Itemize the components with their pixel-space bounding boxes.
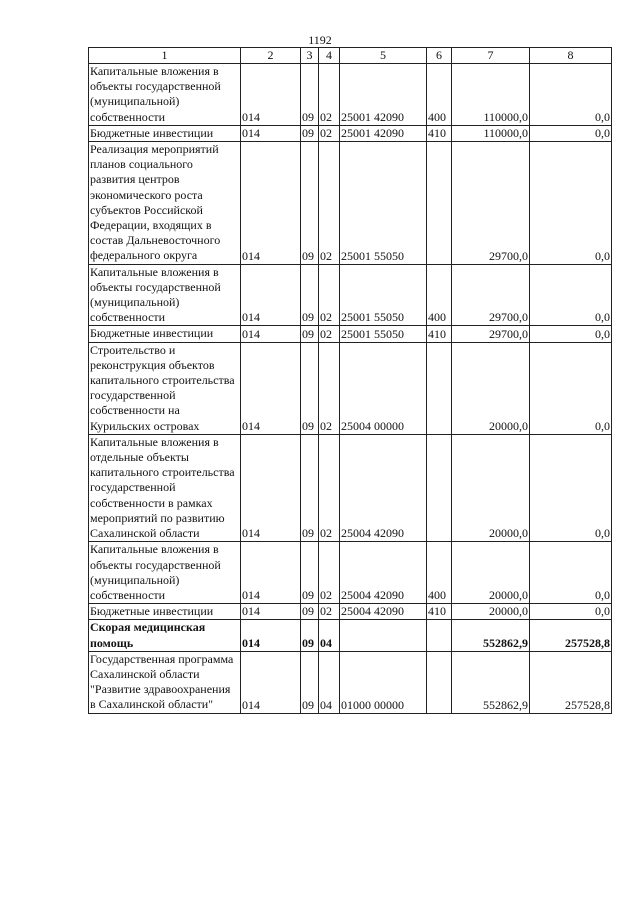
cell-col8: 0,0 (530, 434, 612, 541)
row-name: Государственная программа Сахалинской области "Развитие здравоохранения в Сахалинской области" (89, 651, 241, 713)
column-header: 2 (241, 48, 301, 64)
cell-col4: 02 (319, 342, 340, 434)
cell-col6: 410 (427, 326, 452, 342)
cell-col8: 0,0 (530, 542, 612, 604)
cell-col2: 014 (241, 542, 301, 604)
cell-col3: 09 (301, 604, 319, 620)
cell-col3: 09 (301, 264, 319, 326)
column-header: 3 (301, 48, 319, 64)
cell-col8: 257528,8 (530, 651, 612, 713)
cell-col6: 410 (427, 125, 452, 141)
table-row (89, 326, 612, 342)
table-row (89, 434, 612, 541)
budget-table (88, 47, 612, 714)
cell-col3: 09 (301, 142, 319, 265)
cell-col7: 20000,0 (452, 542, 530, 604)
cell-col4: 02 (319, 434, 340, 541)
header-row (89, 48, 612, 64)
column-header: 6 (427, 48, 452, 64)
table-row (89, 64, 612, 126)
budget-table-body (89, 64, 612, 714)
cell-col6: 400 (427, 542, 452, 604)
cell-col5: 25004 42090 (340, 604, 427, 620)
table-row (89, 620, 612, 651)
column-header: 8 (530, 48, 612, 64)
cell-col7: 20000,0 (452, 434, 530, 541)
row-name: Строительство и реконструкция объектов капитального строительства государственной собственности на Курильских островах (89, 342, 241, 434)
cell-col4: 02 (319, 125, 340, 141)
column-header: 4 (319, 48, 340, 64)
cell-col3: 09 (301, 542, 319, 604)
cell-col6 (427, 142, 452, 265)
row-name: Капитальные вложения в объекты государственной (муниципальной) собственности (89, 264, 241, 326)
cell-col4: 02 (319, 604, 340, 620)
cell-col7: 110000,0 (452, 125, 530, 141)
cell-col3: 09 (301, 342, 319, 434)
cell-col6 (427, 620, 452, 651)
cell-col8: 0,0 (530, 264, 612, 326)
cell-col2: 014 (241, 342, 301, 434)
cell-col3: 09 (301, 620, 319, 651)
cell-col4: 02 (319, 326, 340, 342)
cell-col7: 110000,0 (452, 64, 530, 126)
cell-col5: 25001 55050 (340, 142, 427, 265)
page-number: 1192 (308, 33, 332, 47)
cell-col8: 0,0 (530, 142, 612, 265)
cell-col6 (427, 651, 452, 713)
cell-col4: 04 (319, 651, 340, 713)
cell-col5: 25004 42090 (340, 434, 427, 541)
table-row (89, 342, 612, 434)
cell-col5: 25001 55050 (340, 326, 427, 342)
cell-col4: 02 (319, 142, 340, 265)
cell-col7: 20000,0 (452, 342, 530, 434)
cell-col3: 09 (301, 125, 319, 141)
table-row (89, 125, 612, 141)
cell-col8: 0,0 (530, 604, 612, 620)
cell-col3: 09 (301, 434, 319, 541)
cell-col2: 014 (241, 651, 301, 713)
column-header: 1 (89, 48, 241, 64)
cell-col5: 25004 00000 (340, 342, 427, 434)
table-row (89, 651, 612, 713)
cell-col8: 0,0 (530, 342, 612, 434)
cell-col7: 552862,9 (452, 620, 530, 651)
cell-col2: 014 (241, 604, 301, 620)
cell-col5: 25001 42090 (340, 64, 427, 126)
cell-col2: 014 (241, 125, 301, 141)
cell-col4: 02 (319, 542, 340, 604)
cell-col5: 25001 55050 (340, 264, 427, 326)
cell-col8: 0,0 (530, 125, 612, 141)
cell-col7: 552862,9 (452, 651, 530, 713)
cell-col3: 09 (301, 64, 319, 126)
cell-col7: 29700,0 (452, 142, 530, 265)
cell-col2: 014 (241, 64, 301, 126)
cell-col4: 04 (319, 620, 340, 651)
cell-col7: 29700,0 (452, 264, 530, 326)
row-name: Скорая медицинская помощь (89, 620, 241, 651)
cell-col8: 0,0 (530, 326, 612, 342)
cell-col8: 0,0 (530, 64, 612, 126)
cell-col2: 014 (241, 434, 301, 541)
column-header: 5 (340, 48, 427, 64)
cell-col6: 410 (427, 604, 452, 620)
column-header: 7 (452, 48, 530, 64)
row-name: Реализация мероприятий планов социального развития центров экономического роста субъектов Российской Федерации, входящих в состав Дальневосточного федерального округа (89, 142, 241, 265)
cell-col4: 02 (319, 64, 340, 126)
cell-col2: 014 (241, 326, 301, 342)
cell-col6 (427, 342, 452, 434)
cell-col6: 400 (427, 64, 452, 126)
cell-col4: 02 (319, 264, 340, 326)
cell-col7: 20000,0 (452, 604, 530, 620)
cell-col5: 25004 42090 (340, 542, 427, 604)
cell-col5 (340, 620, 427, 651)
cell-col3: 09 (301, 326, 319, 342)
row-name: Бюджетные инвестиции (89, 604, 241, 620)
cell-col5: 25001 42090 (340, 125, 427, 141)
row-name: Капитальные вложения в объекты государственной (муниципальной) собственности (89, 64, 241, 126)
table-row (89, 604, 612, 620)
cell-col2: 014 (241, 620, 301, 651)
row-name: Бюджетные инвестиции (89, 125, 241, 141)
cell-col5: 01000 00000 (340, 651, 427, 713)
cell-col2: 014 (241, 264, 301, 326)
cell-col6 (427, 434, 452, 541)
table-row (89, 264, 612, 326)
table-row (89, 542, 612, 604)
cell-col2: 014 (241, 142, 301, 265)
cell-col3: 09 (301, 651, 319, 713)
row-name: Капитальные вложения в отдельные объекты капитального строительства государственной собственности в рамках мероприятий по развитию Сахалинской области (89, 434, 241, 541)
row-name: Капитальные вложения в объекты государственной (муниципальной) собственности (89, 542, 241, 604)
table-row (89, 142, 612, 265)
cell-col6: 400 (427, 264, 452, 326)
cell-col7: 29700,0 (452, 326, 530, 342)
row-name: Бюджетные инвестиции (89, 326, 241, 342)
cell-col8: 257528,8 (530, 620, 612, 651)
